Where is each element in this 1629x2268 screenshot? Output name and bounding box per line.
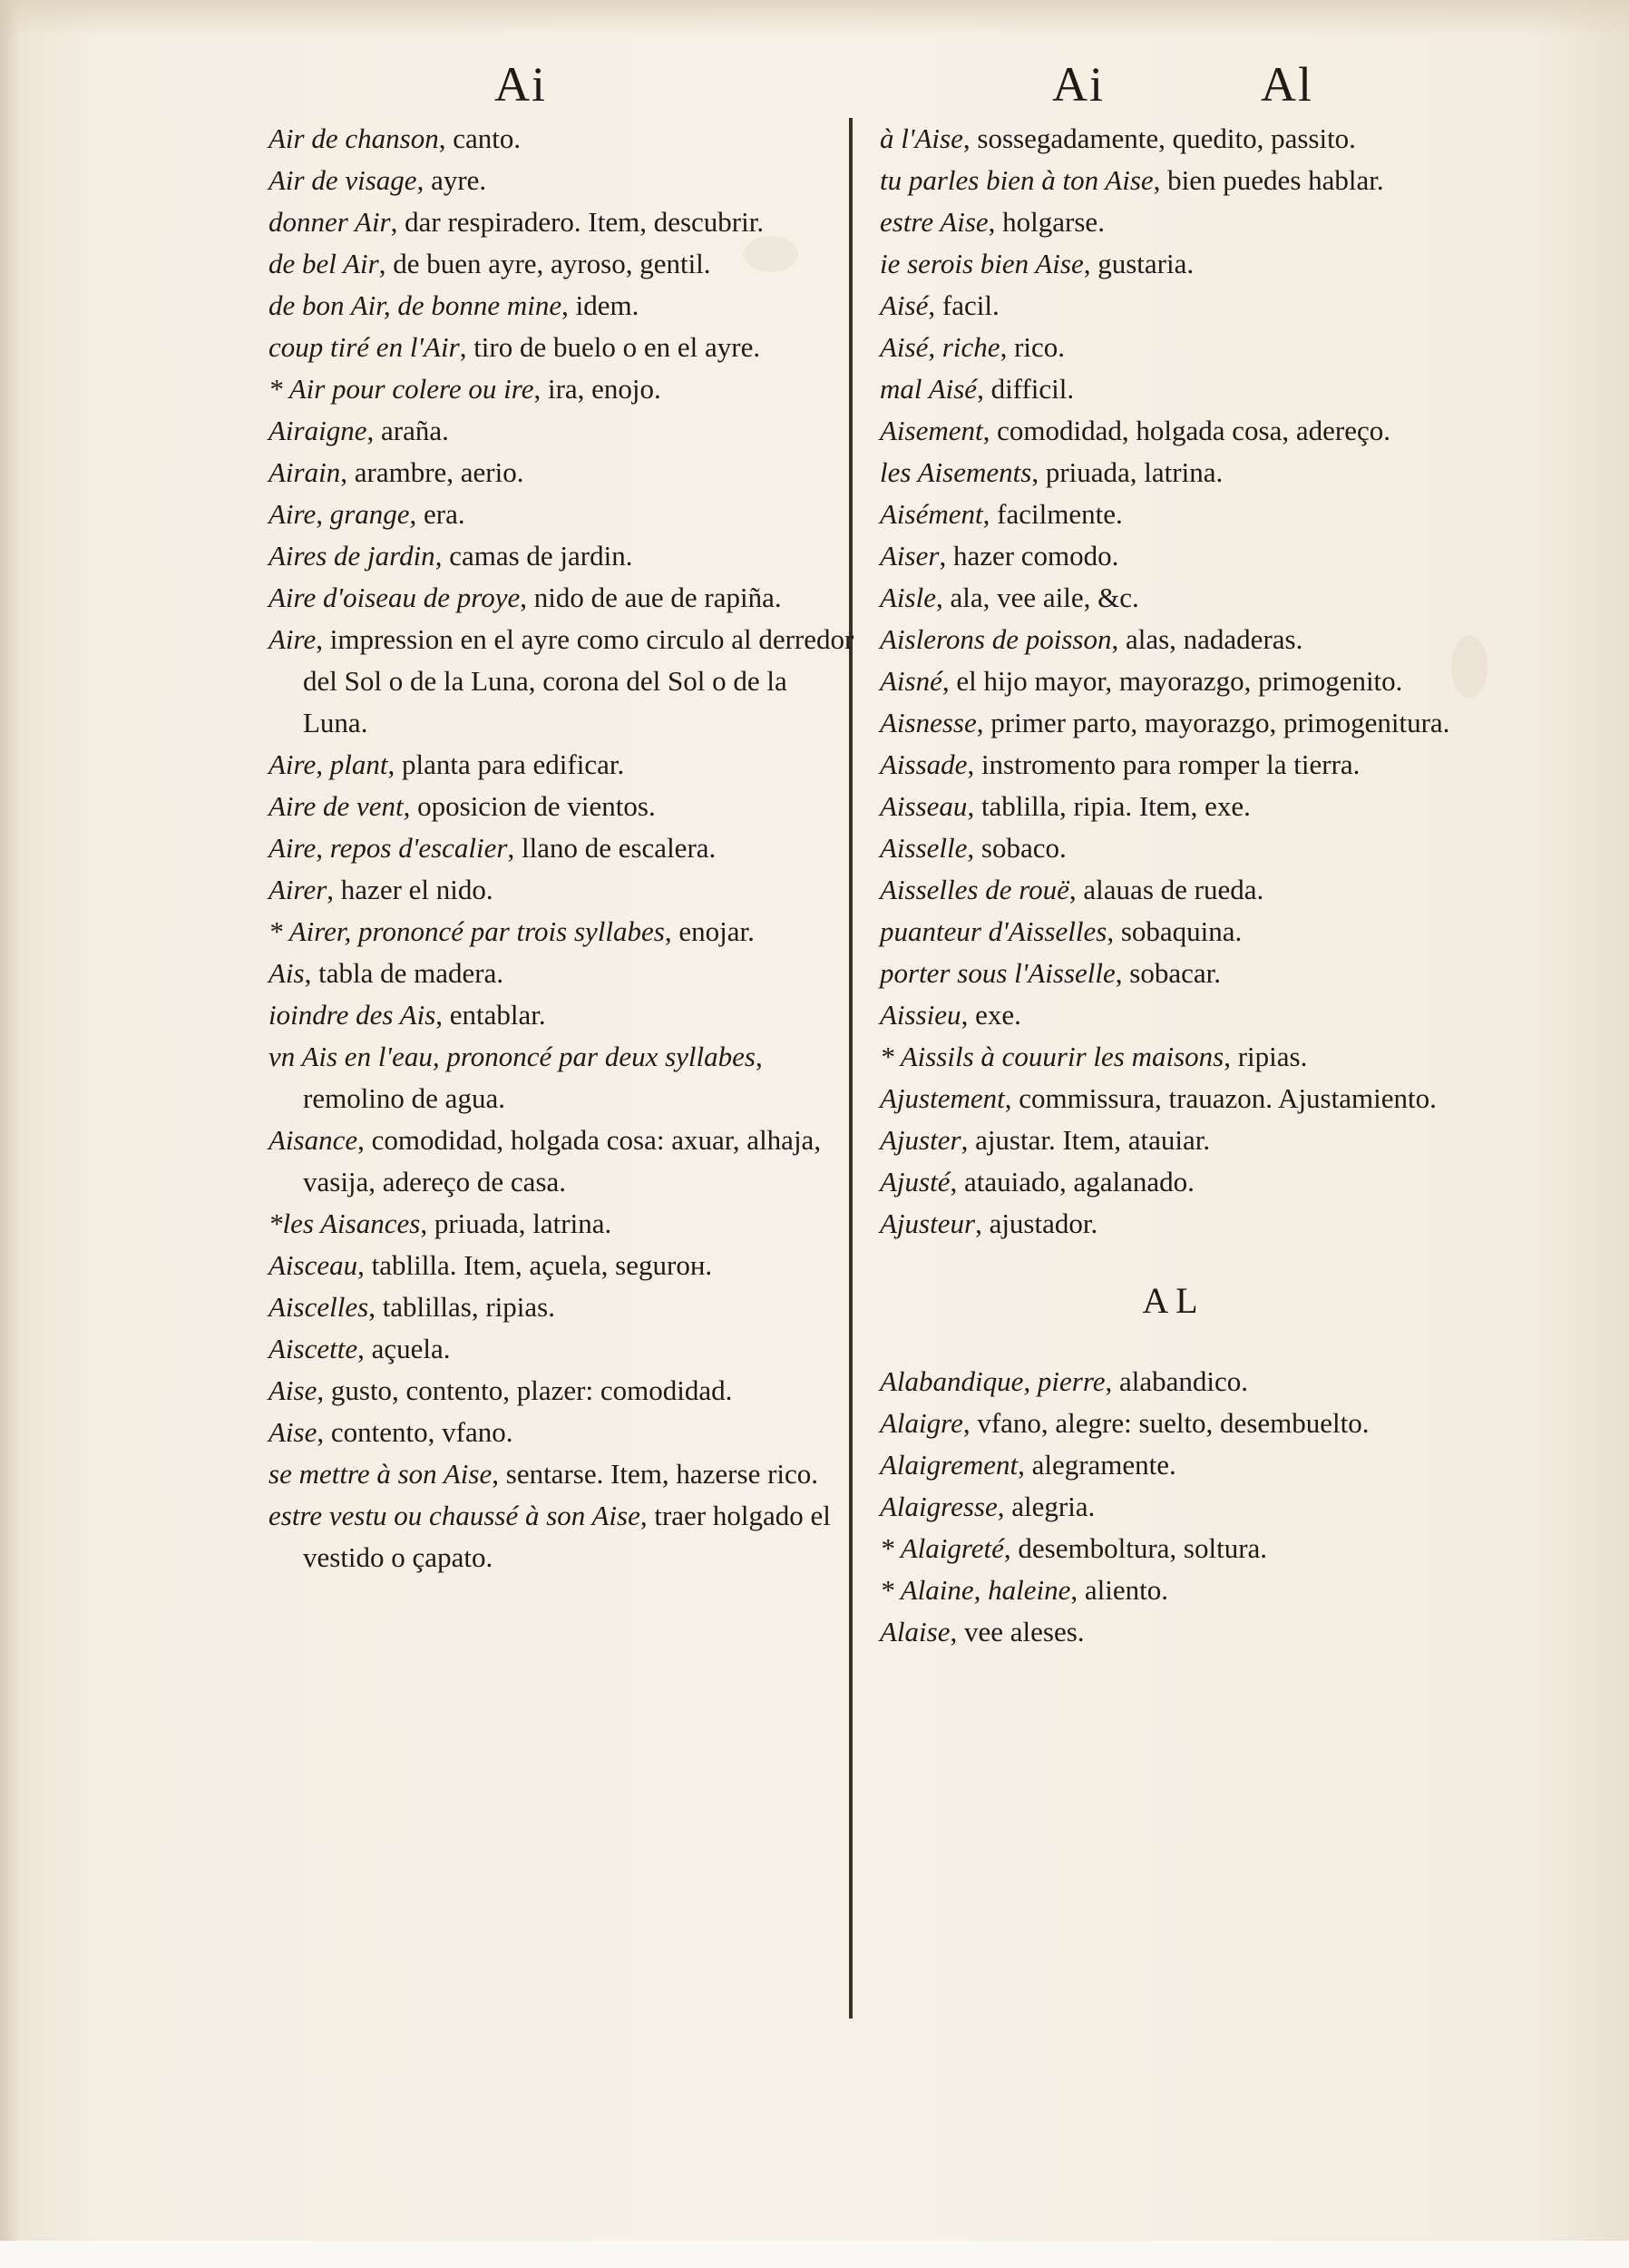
entry-gloss: , ripias.: [1224, 1041, 1308, 1072]
entry-gloss: , facilmente.: [982, 498, 1123, 530]
dictionary-entry: [268, 118, 858, 160]
dictionary-entry: [880, 1528, 1460, 1569]
entry-gloss: , facil.: [928, 289, 1000, 321]
entry-headword: ioindre des Ais: [268, 999, 436, 1031]
entry-gloss: , tablilla, ripia. Item, exe.: [967, 790, 1251, 822]
entry-gloss: , açuela.: [357, 1333, 451, 1364]
entry-gloss: , alabandico.: [1105, 1365, 1249, 1397]
entry-headword: Aire, plant: [268, 748, 388, 780]
entry-headword: Air de chanson: [268, 122, 439, 154]
entry-headword: mal Aisé: [880, 373, 978, 405]
entry-gloss: , dar respiradero. Item, descubrir.: [390, 206, 765, 238]
entry-gloss: , hazer comodo.: [939, 540, 1119, 572]
dictionary-entry: [268, 744, 858, 786]
right-column: [880, 118, 1460, 1653]
dictionary-entry: [268, 535, 858, 577]
entry-gloss: , atauiado, agalanado.: [950, 1166, 1195, 1198]
entry-gloss: , vfano, alegre: suelto, desembuelto.: [962, 1407, 1370, 1439]
entry-headword: Ajusté: [880, 1166, 951, 1198]
dictionary-entry: [268, 994, 858, 1036]
entry-headword: * Airer, prononcé par trois syllabes: [268, 915, 665, 947]
entry-headword: tu parles bien à ton Aise: [880, 164, 1154, 196]
entry-headword: Aiser: [880, 540, 940, 572]
entry-headword: ie serois bien Aise: [880, 248, 1084, 279]
entry-headword: Aisceau: [268, 1249, 358, 1281]
dictionary-entry: [880, 494, 1460, 535]
entry-gloss: , tablilla. Item, açuela, segurон.: [357, 1249, 713, 1281]
dictionary-entry: [880, 702, 1460, 744]
entry-headword: * Aissils à couurir les maisons: [880, 1041, 1224, 1072]
entry-headword: Aissade: [880, 748, 968, 780]
entry-gloss: , sossegadamente, quedito, passito.: [962, 122, 1356, 154]
entry-headword: Aisement: [880, 415, 983, 446]
entry-headword: Aiscelles: [268, 1291, 369, 1323]
entry-gloss: , llano de escalera.: [507, 832, 717, 864]
entry-headword: Alaigrement: [880, 1449, 1019, 1481]
dictionary-entry: [880, 660, 1460, 702]
entry-gloss: , sobaco.: [967, 832, 1067, 864]
entry-gloss: , ajustador.: [975, 1207, 1098, 1239]
entry-headword: donner Air: [268, 206, 391, 238]
entry-gloss: , sobacar.: [1115, 957, 1222, 989]
dictionary-entry: [880, 786, 1460, 827]
entry-gloss: , gusto, contento, plazer: comodidad.: [317, 1374, 733, 1406]
entry-headword: Alabandique, pierre: [880, 1365, 1106, 1397]
entry-gloss: , oposicion de vientos.: [403, 790, 656, 822]
entry-headword: Alaigre: [880, 1407, 963, 1439]
dictionary-entry: [268, 1203, 858, 1245]
entry-gloss: , ira, enojo.: [533, 373, 661, 405]
dictionary-entry: [880, 452, 1460, 494]
entry-headword: coup tiré en l'Air: [268, 331, 460, 363]
dictionary-entry: [880, 1203, 1460, 1245]
dictionary-entry: [880, 994, 1460, 1036]
entry-gloss: , nido de aue de rapiña.: [520, 582, 782, 613]
dictionary-entry: [880, 160, 1460, 201]
dictionary-entry: [268, 1328, 858, 1370]
entry-headword: de bon Air, de bonne mine: [268, 289, 562, 321]
entry-headword: Aire, grange: [268, 498, 410, 530]
entry-headword: Airaigne: [268, 415, 367, 446]
entry-headword: Airer: [268, 874, 327, 905]
entry-headword: Aisnesse: [880, 707, 977, 738]
dictionary-entry: [880, 1161, 1460, 1203]
entry-headword: Aisseau: [880, 790, 968, 822]
dictionary-entry: [880, 1611, 1460, 1653]
entry-gloss: , hazer el nido.: [327, 874, 493, 905]
entry-headword: Aisle: [880, 582, 936, 613]
dictionary-entry: [880, 1569, 1460, 1611]
entry-gloss: , camas de jardin.: [434, 540, 633, 572]
entry-gloss: , priuada, latrina.: [1031, 456, 1224, 488]
dictionary-entry: [880, 201, 1460, 243]
entry-headword: Aise: [268, 1416, 317, 1448]
entry-gloss: , holgarse.: [988, 206, 1105, 238]
running-head-left: Ai: [494, 57, 547, 112]
entry-headword: puanteur d'Aisselles: [880, 915, 1107, 947]
dictionary-entry: [268, 953, 858, 994]
dictionary-entry: [880, 368, 1460, 410]
dictionary-entry: [268, 243, 858, 285]
entry-headword: à l'Aise: [880, 122, 963, 154]
section-heading-al: A L: [1142, 1280, 1198, 1321]
entry-gloss: , planta para edificar.: [387, 748, 625, 780]
entry-gloss: , desemboltura, soltura.: [1003, 1532, 1268, 1564]
entry-headword: estre vestu ou chaussé à son Aise: [268, 1500, 640, 1531]
page-edge-top: [0, 0, 1629, 36]
dictionary-entry: [268, 1370, 858, 1412]
dictionary-entry: [268, 1453, 858, 1495]
dictionary-entry: [268, 327, 858, 368]
entry-headword: les Aisements: [880, 456, 1032, 488]
entry-gloss: , commissura, trauazon. Ajustamiento.: [1004, 1082, 1437, 1114]
dictionary-entry: [268, 911, 858, 953]
entry-gloss: , araña.: [366, 415, 449, 446]
dictionary-entry: [268, 201, 858, 243]
left-column: [268, 118, 858, 1579]
dictionary-entry: [880, 1119, 1460, 1161]
entry-gloss: , gustaria.: [1083, 248, 1195, 279]
dictionary-entry: [268, 452, 858, 494]
entry-headword: Aire: [268, 623, 317, 655]
dictionary-entry: [880, 869, 1460, 911]
entry-gloss: , alegria.: [997, 1491, 1096, 1522]
entry-headword: Aissieu: [880, 999, 961, 1031]
entry-headword: Ajusteur: [880, 1207, 976, 1239]
entry-gloss: , enojar.: [664, 915, 755, 947]
dictionary-entry: [268, 1119, 858, 1203]
entry-gloss: , de buen ayre, ayroso, gentil.: [378, 248, 711, 279]
dictionary-entry: [268, 494, 858, 535]
dictionary-entry: [880, 744, 1460, 786]
entry-headword: Aisance: [268, 1124, 358, 1156]
dictionary-entry: [880, 410, 1460, 452]
dictionary-entry: [268, 869, 858, 911]
entry-headword: Aisément: [880, 498, 983, 530]
entry-headword: Aislerons de poisson: [880, 623, 1112, 655]
entry-gloss: , ayre.: [416, 164, 487, 196]
entry-headword: Aise: [268, 1374, 317, 1406]
entry-gloss: , remolino de agua.: [303, 1041, 763, 1114]
entry-gloss: , tabla de madera.: [304, 957, 504, 989]
entry-gloss: , vee aleses.: [950, 1616, 1085, 1647]
dictionary-entry: [268, 786, 858, 827]
dictionary-entry: [268, 410, 858, 452]
dictionary-entry: [880, 285, 1460, 327]
entry-gloss: , aliento.: [1070, 1574, 1168, 1606]
scan-margin-bottom: [0, 2241, 1629, 2268]
entry-gloss: , alegramente.: [1018, 1449, 1176, 1481]
entry-headword: Ajuster: [880, 1124, 961, 1156]
entry-gloss: , difficil.: [977, 373, 1075, 405]
entry-gloss: , sentarse. Item, hazerse rico.: [492, 1458, 819, 1490]
entry-gloss: , primer parto, mayorazgo, primogenitura.: [976, 707, 1450, 738]
dictionary-entry: [880, 243, 1460, 285]
entry-headword: * Air pour colere ou ire: [268, 373, 534, 405]
entry-gloss: , ajustar. Item, atauiar.: [961, 1124, 1211, 1156]
dictionary-entry: [880, 1444, 1460, 1486]
dictionary-entry: [880, 953, 1460, 994]
entry-headword: se mettre à son Aise: [268, 1458, 493, 1490]
dictionary-entry: [268, 1412, 858, 1453]
entry-headword: Ajustement: [880, 1082, 1005, 1114]
dictionary-entry: [268, 827, 858, 869]
dictionary-entry: [880, 327, 1460, 368]
dictionary-entry: [880, 1403, 1460, 1444]
entry-headword: de bel Air: [268, 248, 379, 279]
entry-gloss: , ala, vee aile, &c.: [936, 582, 1139, 613]
entry-headword: *les Aisances: [268, 1207, 421, 1239]
entry-headword: Aisé, riche: [880, 331, 1000, 363]
entry-gloss: , el hijo mayor, mayorazgo, primogenito.: [941, 665, 1403, 697]
entry-headword: Airain: [268, 456, 341, 488]
entry-headword: Aires de jardin: [268, 540, 435, 572]
entry-gloss: , tiro de buelo o en el ayre.: [459, 331, 761, 363]
dictionary-entry: [880, 1486, 1460, 1528]
entry-headword: Alaise: [880, 1616, 951, 1647]
page-edge-left: [0, 0, 20, 2268]
entry-headword: Aisné: [880, 665, 942, 697]
dictionary-entry: [268, 1245, 858, 1286]
entry-gloss: , canto.: [438, 122, 522, 154]
entry-gloss: , alas, nadaderas.: [1111, 623, 1303, 655]
entry-headword: * Alaigreté: [880, 1532, 1004, 1564]
entry-headword: Air de visage: [268, 164, 417, 196]
entry-gloss: , bien puedes hablar.: [1153, 164, 1384, 196]
dictionary-entry: [880, 577, 1460, 619]
entry-headword: Aire de vent: [268, 790, 404, 822]
entry-headword: Aisselles de rouë: [880, 874, 1069, 905]
entry-gloss: , tablillas, ripias.: [368, 1291, 555, 1323]
dictionary-entry: [268, 285, 858, 327]
entry-headword: Aire d'oiseau de proye: [268, 582, 521, 613]
dictionary-entry: [880, 1361, 1460, 1403]
dictionary-entry: [880, 619, 1460, 660]
entry-gloss: , sobaquina.: [1107, 915, 1243, 947]
entry-gloss: , priuada, latrina.: [420, 1207, 612, 1239]
entry-gloss: , comodidad, holgada cosa, adereço.: [982, 415, 1390, 446]
dictionary-entry: [268, 1036, 858, 1119]
entry-gloss: , impression en el ayre como circulo al derredor del Sol o de la Luna, corona del Sol o de la Luna.: [303, 623, 854, 738]
dictionary-entry: [880, 118, 1460, 160]
entry-gloss: , entablar.: [435, 999, 546, 1031]
dictionary-entry: [268, 1286, 858, 1328]
entry-headword: Aisé: [880, 289, 929, 321]
entry-gloss: , era.: [409, 498, 465, 530]
entry-headword: Aire, repos d'escalier: [268, 832, 508, 864]
entry-headword: Alaigresse: [880, 1491, 998, 1522]
entry-gloss: , contento, vfano.: [317, 1416, 513, 1448]
dictionary-entry: [880, 827, 1460, 869]
dictionary-entry: [268, 1495, 858, 1579]
entry-headword: porter sous l'Aisselle: [880, 957, 1116, 989]
dictionary-entry: [880, 1036, 1460, 1078]
entry-headword: * Alaine, haleine: [880, 1574, 1071, 1606]
entry-gloss: , arambre, aerio.: [340, 456, 524, 488]
entry-gloss: , comodidad, holgada cosa: axuar, alhaja, vasija, adereço de casa.: [303, 1124, 822, 1198]
running-head-right-2: Al: [1261, 57, 1313, 112]
entry-headword: Aisselle: [880, 832, 968, 864]
entry-gloss: , exe.: [961, 999, 1021, 1031]
entry-headword: Ais: [268, 957, 305, 989]
running-head-right-1: Ai: [1052, 57, 1105, 112]
dictionary-entry: [880, 535, 1460, 577]
entry-headword: vn Ais en l'eau, prononcé par deux syllabes: [268, 1041, 756, 1072]
dictionary-entry: [880, 1078, 1460, 1119]
entry-gloss: , instromento para romper la tierra.: [967, 748, 1361, 780]
entry-gloss: , alauas de rueda.: [1068, 874, 1264, 905]
dictionary-entry: [268, 577, 858, 619]
entry-headword: estre Aise: [880, 206, 989, 238]
entry-gloss: , idem.: [561, 289, 639, 321]
dictionary-entry: [880, 911, 1460, 953]
dictionary-entry: [268, 368, 858, 410]
entry-gloss: , rico.: [1000, 331, 1066, 363]
dictionary-entry: [268, 619, 858, 744]
dictionary-entry: [268, 160, 858, 201]
entry-headword: Aiscette: [268, 1333, 358, 1364]
entry-gloss: , traer holgado el vestido o çapato.: [303, 1500, 831, 1573]
